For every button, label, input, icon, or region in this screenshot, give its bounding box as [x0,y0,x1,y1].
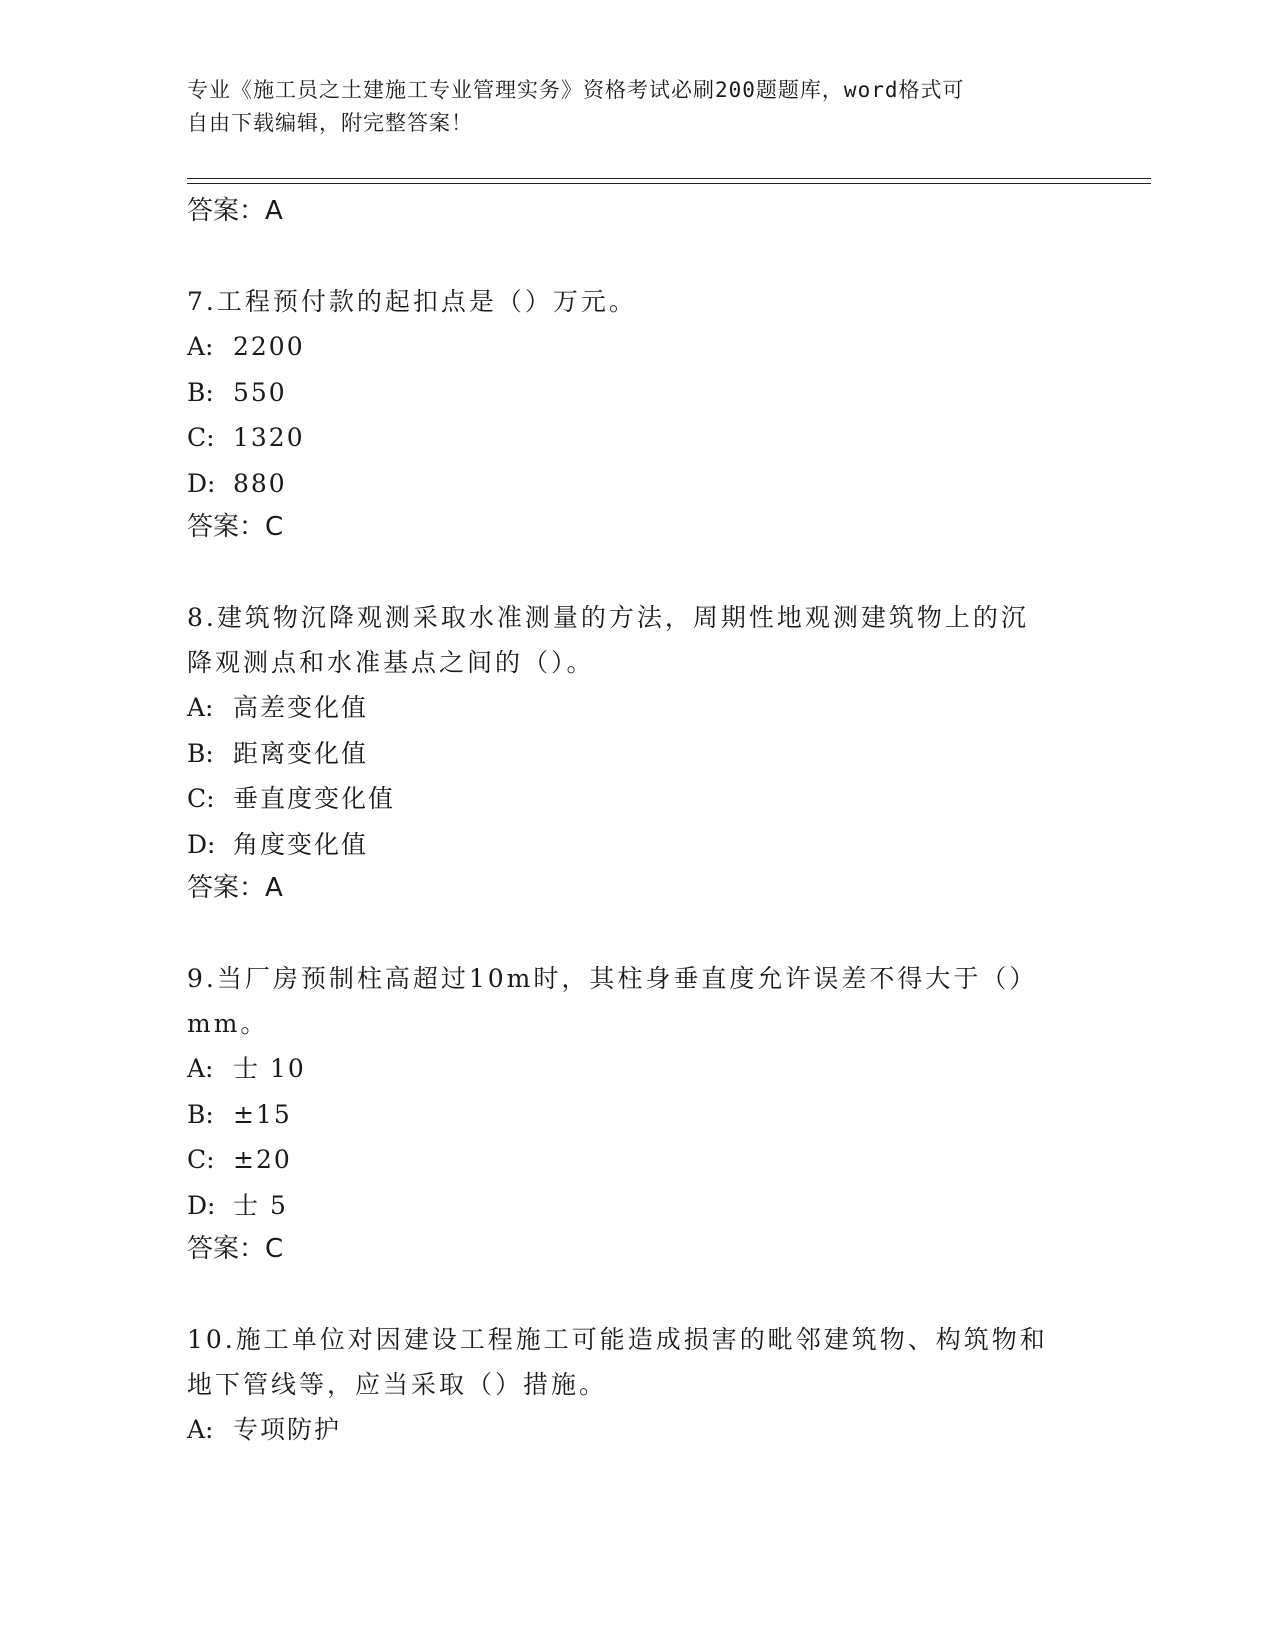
document-header: 专业《施工员之土建施工专业管理实务》资格考试必刷200题题库，word格式可 自由下载编辑，附完整答案！ [187,78,965,135]
question-9-text-line-2: mm。 [187,1009,269,1038]
answer-6: 答案：A [187,196,283,226]
question-8 [187,595,1087,909]
question-10-text-line-1: 10.施工单位对因建设工程施工可能造成损害的毗邻建筑物、构筑物和 [187,1325,1048,1354]
answer-8: 答案：A [187,873,283,903]
option-label: C: [187,784,215,813]
option-value: 士 5 [233,1190,288,1220]
option-9-d [187,1183,1087,1229]
option-value: 550 [233,377,287,407]
header-divider-thin [187,183,1151,184]
answer-7: 答案：C [187,512,284,542]
option-8-c [187,776,1087,822]
option-7-a [187,324,1087,370]
header-divider-thick [187,178,1151,179]
option-label: D: [187,829,216,859]
option-label: D: [187,1190,216,1220]
option-7-c [187,415,1087,461]
option-value: 垂直度变化值 [233,784,396,813]
option-label: A: [187,1415,214,1444]
option-9-b [187,1092,1087,1138]
option-label: C: [187,1145,215,1174]
question-content [187,190,1087,1453]
option-value: 880 [233,468,287,498]
option-label: B: [187,1099,214,1129]
option-value: 角度变化值 [233,829,369,859]
option-label: B: [187,738,214,768]
option-label: D: [187,468,216,498]
option-label: A: [187,1054,214,1083]
option-8-d [187,822,1087,868]
option-8-b [187,731,1087,777]
question-10-text-line-2: 地下管线等，应当采取（）措施。 [187,1370,608,1399]
question-8-text-line-1: 8.建筑物沉降观测采取水准测量的方法，周期性地观测建筑物上的沉 [187,603,1029,632]
option-value: 2200 [233,332,305,361]
question-8-text-line-2: 降观测点和水准基点之间的（）。 [187,648,595,677]
option-7-d [187,461,1087,507]
question-7 [187,279,1087,548]
option-9-a [187,1046,1087,1092]
option-value: ±15 [233,1099,292,1129]
option-value: 1320 [233,423,305,452]
option-7-b [187,370,1087,416]
question-7-text: 7.工程预付款的起扣点是（）万元。 [187,287,637,316]
option-value: 士 10 [233,1054,306,1083]
option-9-c [187,1137,1087,1183]
answer-9: 答案：C [187,1234,284,1264]
option-label: A: [187,332,214,361]
option-8-a [187,685,1087,731]
question-9 [187,956,1087,1270]
question-9-text-line-1: 9.当厂房预制柱高超过10m时，其柱身垂直度允许误差不得大于（） [187,964,1038,993]
option-label: C: [187,423,215,452]
question-10 [187,1317,1087,1453]
option-label: B: [187,377,214,407]
option-label: A: [187,693,214,722]
option-value: 高差变化值 [233,693,369,722]
option-value: 专项防护 [233,1415,342,1444]
option-10-a [187,1407,1087,1453]
option-value: ±20 [233,1145,292,1174]
option-value: 距离变化值 [233,738,369,768]
